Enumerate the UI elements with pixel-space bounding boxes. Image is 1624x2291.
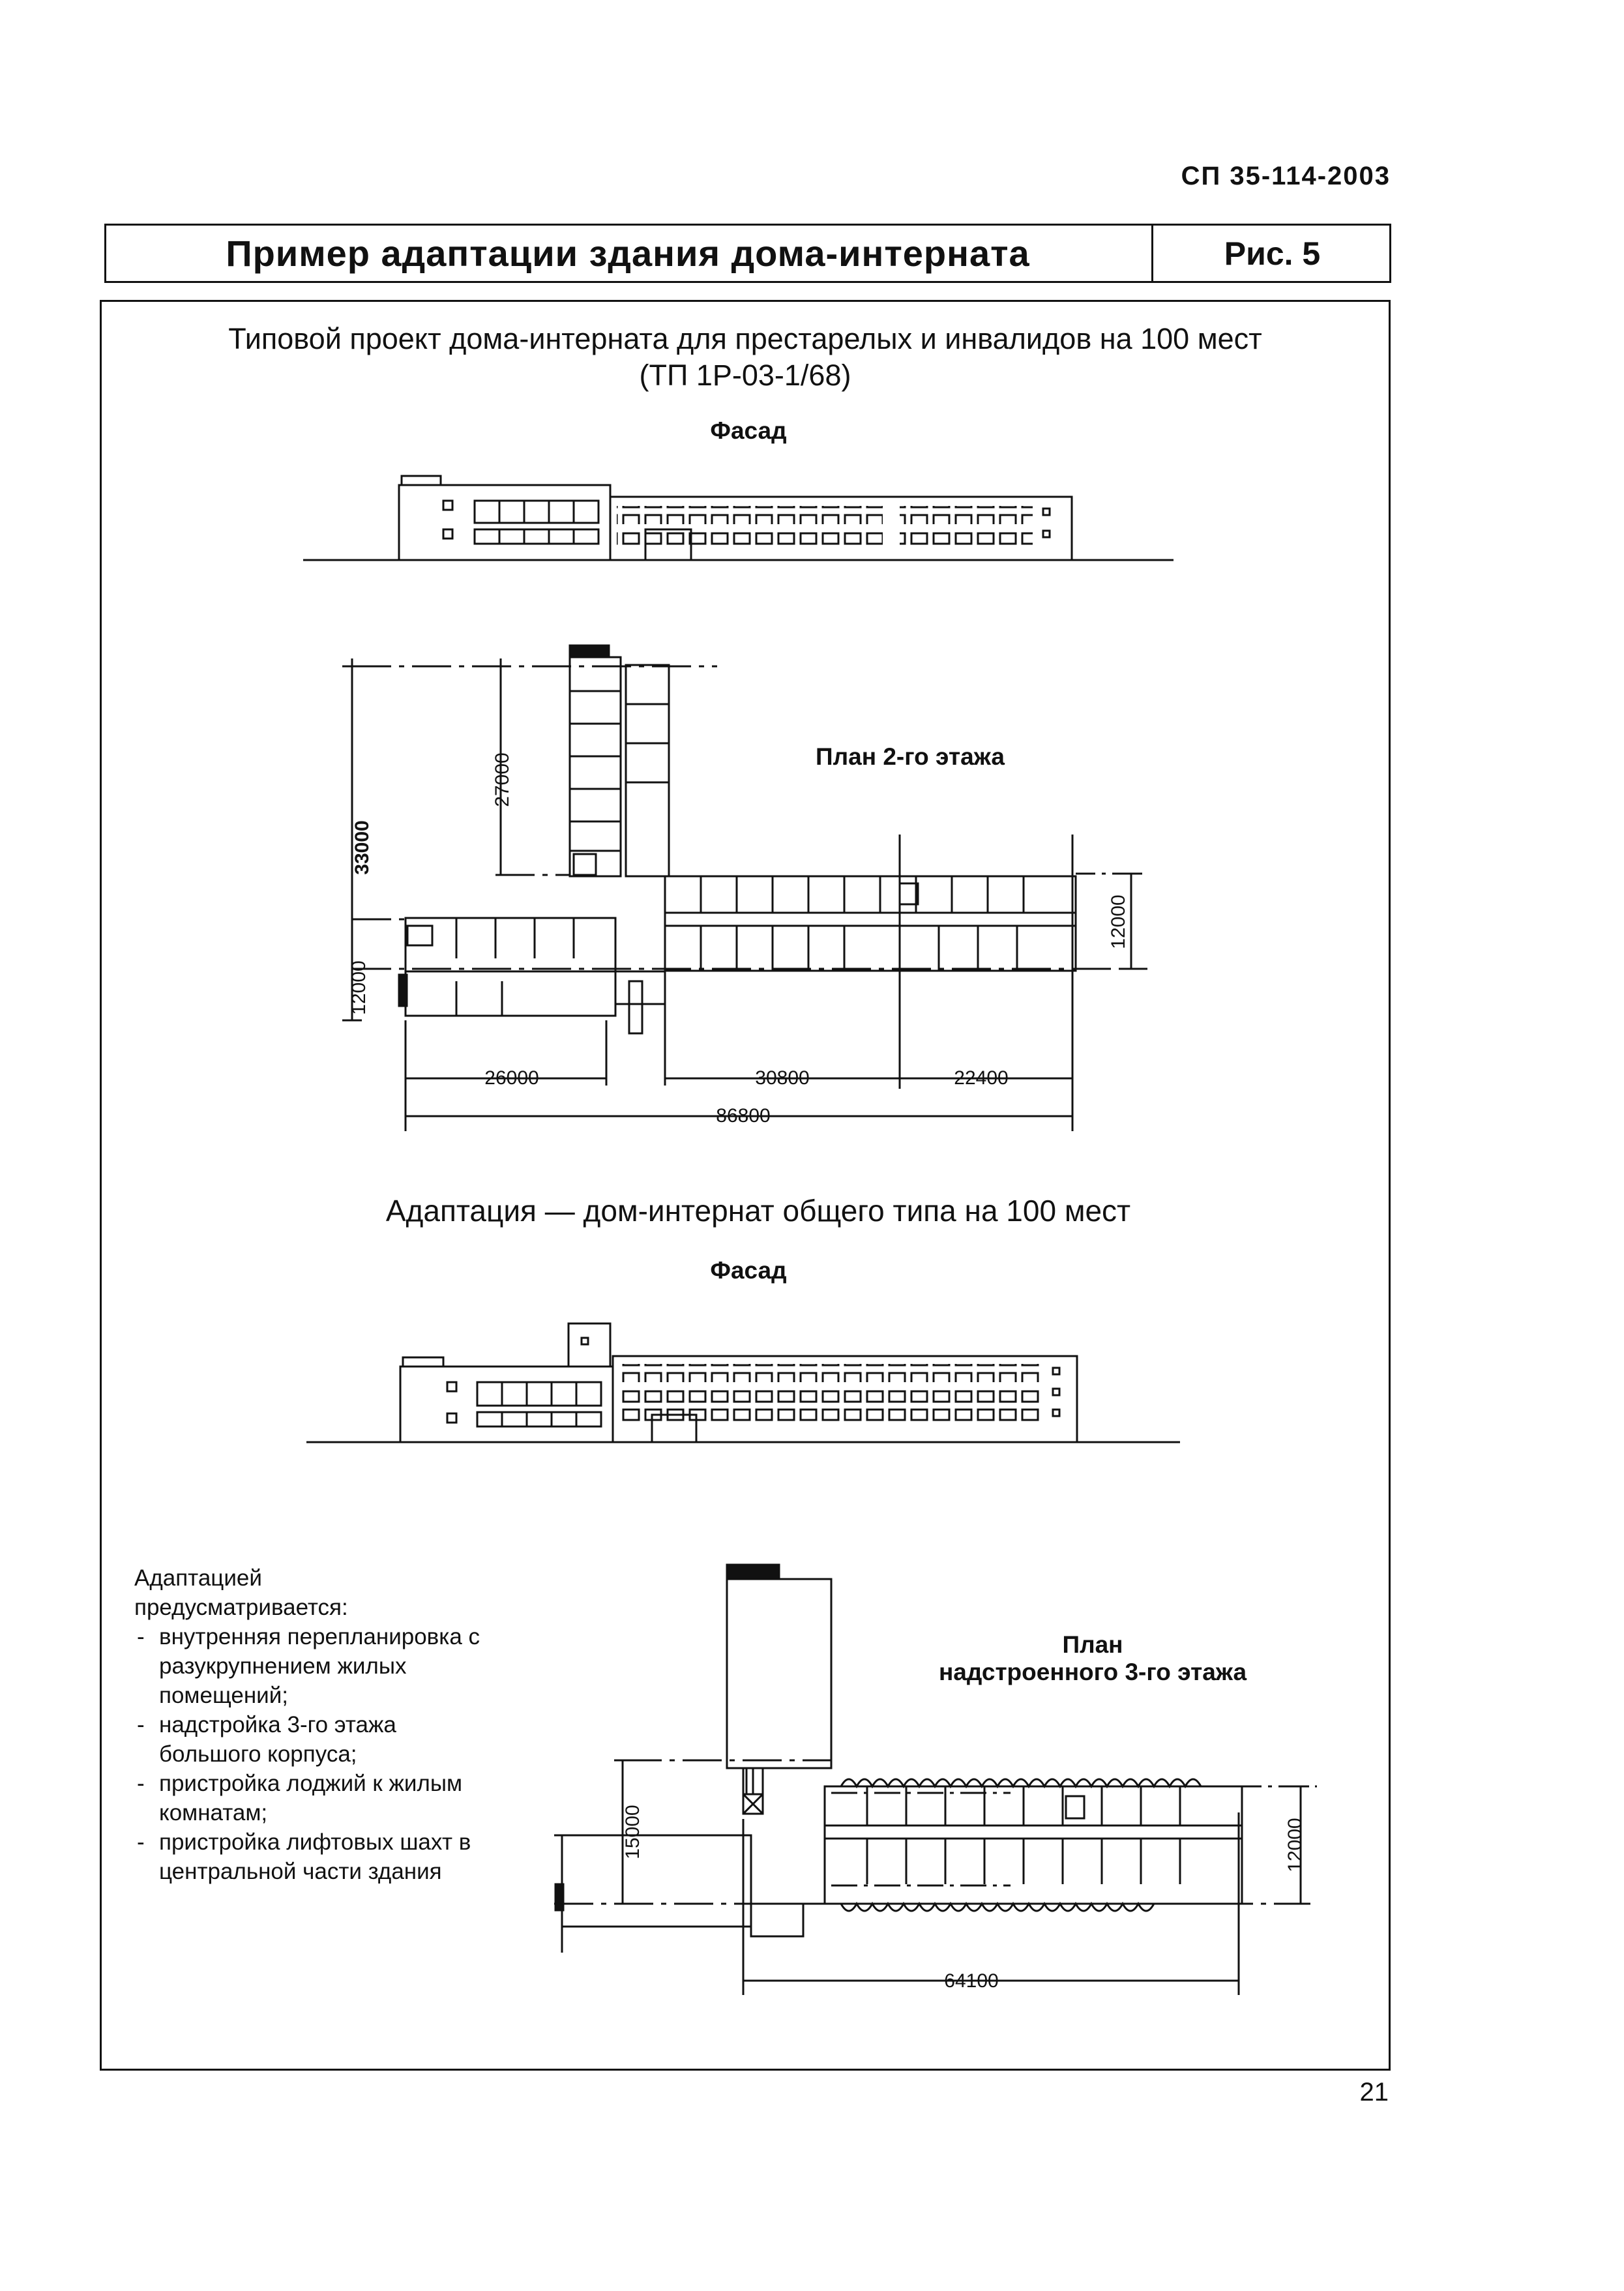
plan2-label: План 2-го этажа — [816, 743, 1005, 770]
section1-subtitle: (ТП 1Р-03-1/68) — [639, 359, 851, 392]
dim-30800: 30800 — [755, 1067, 810, 1089]
note-item: - внутренняя перепланировка с разукрупнением жилых помещений; — [134, 1622, 486, 1710]
plan-2-dimensions — [348, 752, 1129, 1127]
facade-1-drawing — [303, 476, 1174, 560]
dim-64100: 64100 — [944, 1970, 999, 1992]
dim-22400: 22400 — [954, 1067, 1009, 1089]
page-number: 21 — [1359, 2078, 1389, 2106]
dim-27000: 27000 — [492, 752, 513, 807]
document-code: СП 35-114-2003 — [1181, 162, 1391, 190]
plan-2-drawing — [342, 645, 1147, 1131]
notes-heading-line2: предусматривается: — [134, 1595, 348, 1620]
section2-title: Адаптация — дом-интернат общего типа на 100 мест — [385, 1194, 1131, 1228]
notes-heading-line1: Адаптацией — [134, 1565, 262, 1591]
section1-title: Типовой проект дома-интерната для престарелых и инвалидов на 100 мест — [228, 322, 1262, 355]
plan3-label-line1: План — [1062, 1631, 1123, 1658]
dim-12000-plan3: 12000 — [1284, 1818, 1306, 1872]
figure-number: Рис. 5 — [1224, 235, 1321, 272]
facade-2-drawing — [306, 1323, 1180, 1442]
facade1-label: Фасад — [710, 417, 787, 444]
dim-15000: 15000 — [622, 1805, 643, 1859]
plan-3-dimensions — [622, 1805, 1306, 1992]
note-item: - пристройка лоджий к жилым комнатам; — [134, 1769, 486, 1827]
dim-12000-right: 12000 — [1108, 894, 1129, 949]
note-item: - пристройка лифтовых шахт в центральной части здания — [134, 1827, 486, 1886]
dim-12000-left: 12000 — [348, 960, 370, 1015]
dim-26000: 26000 — [484, 1067, 539, 1089]
note-item: - надстройка 3-го этажа большого корпуса; — [134, 1710, 486, 1769]
facade2-label: Фасад — [710, 1257, 787, 1284]
dim-86800: 86800 — [716, 1105, 771, 1127]
page-title: Пример адаптации здания дома-интерната — [226, 233, 1030, 274]
plan3-label-line2: надстроенного 3-го этажа — [938, 1659, 1247, 1685]
plan-3-drawing — [554, 1565, 1317, 1995]
dim-33000: 33000 — [351, 820, 373, 875]
